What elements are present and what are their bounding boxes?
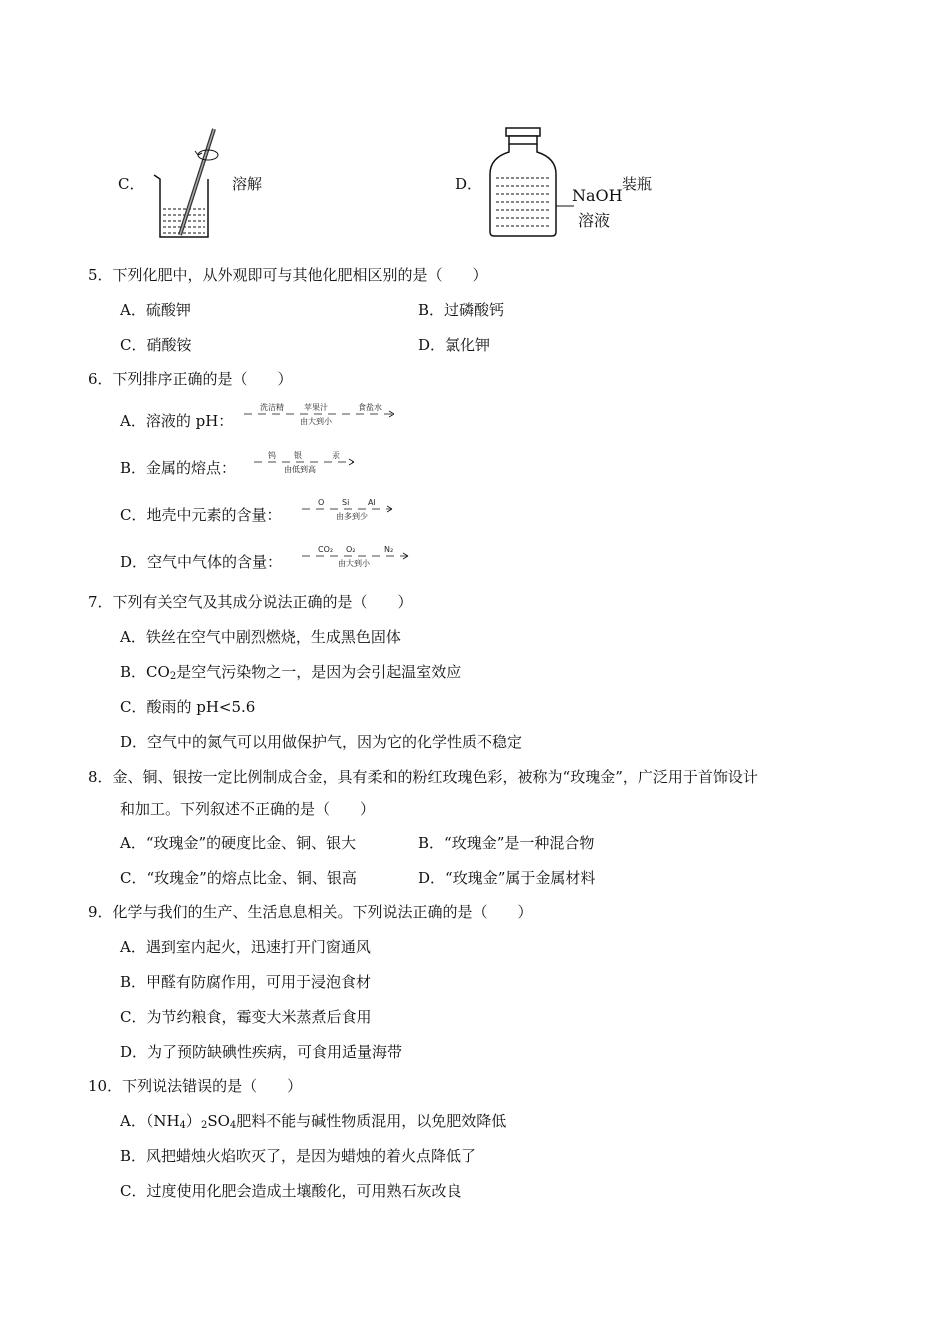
q8-stem-line1: 8．金、铜、银按一定比例制成合金，具有柔和的粉红玫瑰色彩，被称为“玫瑰金”，广泛用于首饰设计	[88, 768, 758, 786]
q6-a-order: 由大到小	[300, 417, 332, 426]
q5-option-c: C．硝酸铵	[120, 336, 192, 354]
figure-d-caption: 装瓶	[622, 175, 653, 193]
q7-stem: 7．下列有关空气及其成分说法正确的是（ ）	[88, 593, 413, 611]
q8-option-c: C．“玫瑰金”的熔点比金、铜、银高	[120, 869, 357, 887]
q7-option-d: D．空气中的氮气可以用做保护气，因为它的化学性质不稳定	[120, 733, 523, 751]
figure-d-label-solution: 溶液	[578, 211, 611, 230]
q9-stem: 9．化学与我们的生产、生活息息相关。下列说法正确的是（ ）	[88, 903, 533, 921]
q6-a-item-2: 苹果汁	[304, 403, 328, 412]
q5-option-b: B．过磷酸钙	[418, 301, 505, 319]
q6-d-item-1: CO₂	[318, 545, 334, 554]
figure-d-letter: D．	[455, 175, 483, 193]
q9-option-c: C．为节约粮食，霉变大米蒸煮后食用	[120, 1008, 372, 1026]
figure-d-label-naoh: NaOH	[572, 186, 623, 205]
q9-option-b: B．甲醛有防腐作用，可用于浸泡食材	[120, 973, 372, 991]
figure-c-caption: 溶解	[232, 175, 263, 193]
q10-option-a: A．$(NH_4)_2SO_4$肥料不能与碱性物质混用，以免肥效降低	[120, 1112, 507, 1131]
q6-option-c: C．地壳中元素的含量：	[120, 506, 282, 524]
q7-option-a: A．铁丝在空气中剧烈燃烧，生成黑色固体	[120, 628, 401, 646]
q7-option-c: C．酸雨的 pH<5.6	[120, 698, 256, 716]
q8-option-a: A．“玫瑰金”的硬度比金、铜、银大	[120, 834, 357, 852]
q6-d-order: 由大到小	[338, 559, 370, 568]
q9-option-d: D．为了预防缺碘性疾病，可食用适量海带	[120, 1043, 403, 1061]
q6-b-scale	[252, 448, 362, 476]
beaker-stirring-rod-icon	[150, 125, 230, 243]
q6-d-item-3: N₂	[384, 545, 394, 554]
q6-c-scale	[300, 495, 400, 523]
q6-option-a: A．溶液的 pH：	[120, 412, 234, 430]
q6-a-item-3: 食盐水	[358, 403, 382, 412]
q6-c-item-3: Al	[368, 498, 376, 507]
q7-option-b: B．$CO_2$是空气污染物之一，是因为会引起温室效应	[120, 663, 462, 682]
q5-option-a: A．硫酸钾	[120, 301, 191, 319]
q6-c-order: 由多到少	[336, 512, 368, 521]
q5-option-d: D．氯化钾	[418, 336, 491, 354]
q6-b-item-1: 钨	[268, 451, 276, 460]
reagent-bottle-icon	[486, 126, 576, 240]
q8-option-d: D．“玫瑰金”属于金属材料	[418, 869, 596, 887]
q9-option-a: A．遇到室内起火，迅速打开门窗通风	[120, 938, 371, 956]
q10-option-c: C．过度使用化肥会造成土壤酸化，可用熟石灰改良	[120, 1182, 462, 1200]
q6-c-item-1: O	[318, 498, 325, 507]
q10-option-b: B．风把蜡烛火焰吹灭了，是因为蜡烛的着火点降低了	[120, 1147, 477, 1165]
q6-d-item-2: O₂	[346, 545, 356, 554]
q6-b-order: 由低到高	[284, 465, 316, 474]
q6-d-scale	[300, 542, 415, 570]
q8-option-b: B．“玫瑰金”是一种混合物	[418, 834, 595, 852]
figure-c-letter: C．	[118, 175, 145, 193]
q5-stem: 5．下列化肥中，从外观即可与其他化肥相区别的是（ ）	[88, 266, 488, 284]
q6-a-scale	[242, 400, 402, 428]
q10-stem: 10．下列说法错误的是（ ）	[88, 1077, 303, 1095]
q6-stem: 6．下列排序正确的是（ ）	[88, 370, 293, 388]
q6-c-item-2: Si	[342, 498, 350, 507]
q6-b-item-3: 汞	[332, 451, 340, 460]
q6-a-item-1: 洗洁精	[260, 403, 284, 412]
q8-stem-line2: 和加工。下列叙述不正确的是（ ）	[120, 800, 376, 818]
q6-b-item-2: 银	[294, 451, 302, 460]
q6-option-d: D．空气中气体的含量：	[120, 553, 283, 571]
q6-option-b: B．金属的熔点：	[120, 459, 237, 477]
